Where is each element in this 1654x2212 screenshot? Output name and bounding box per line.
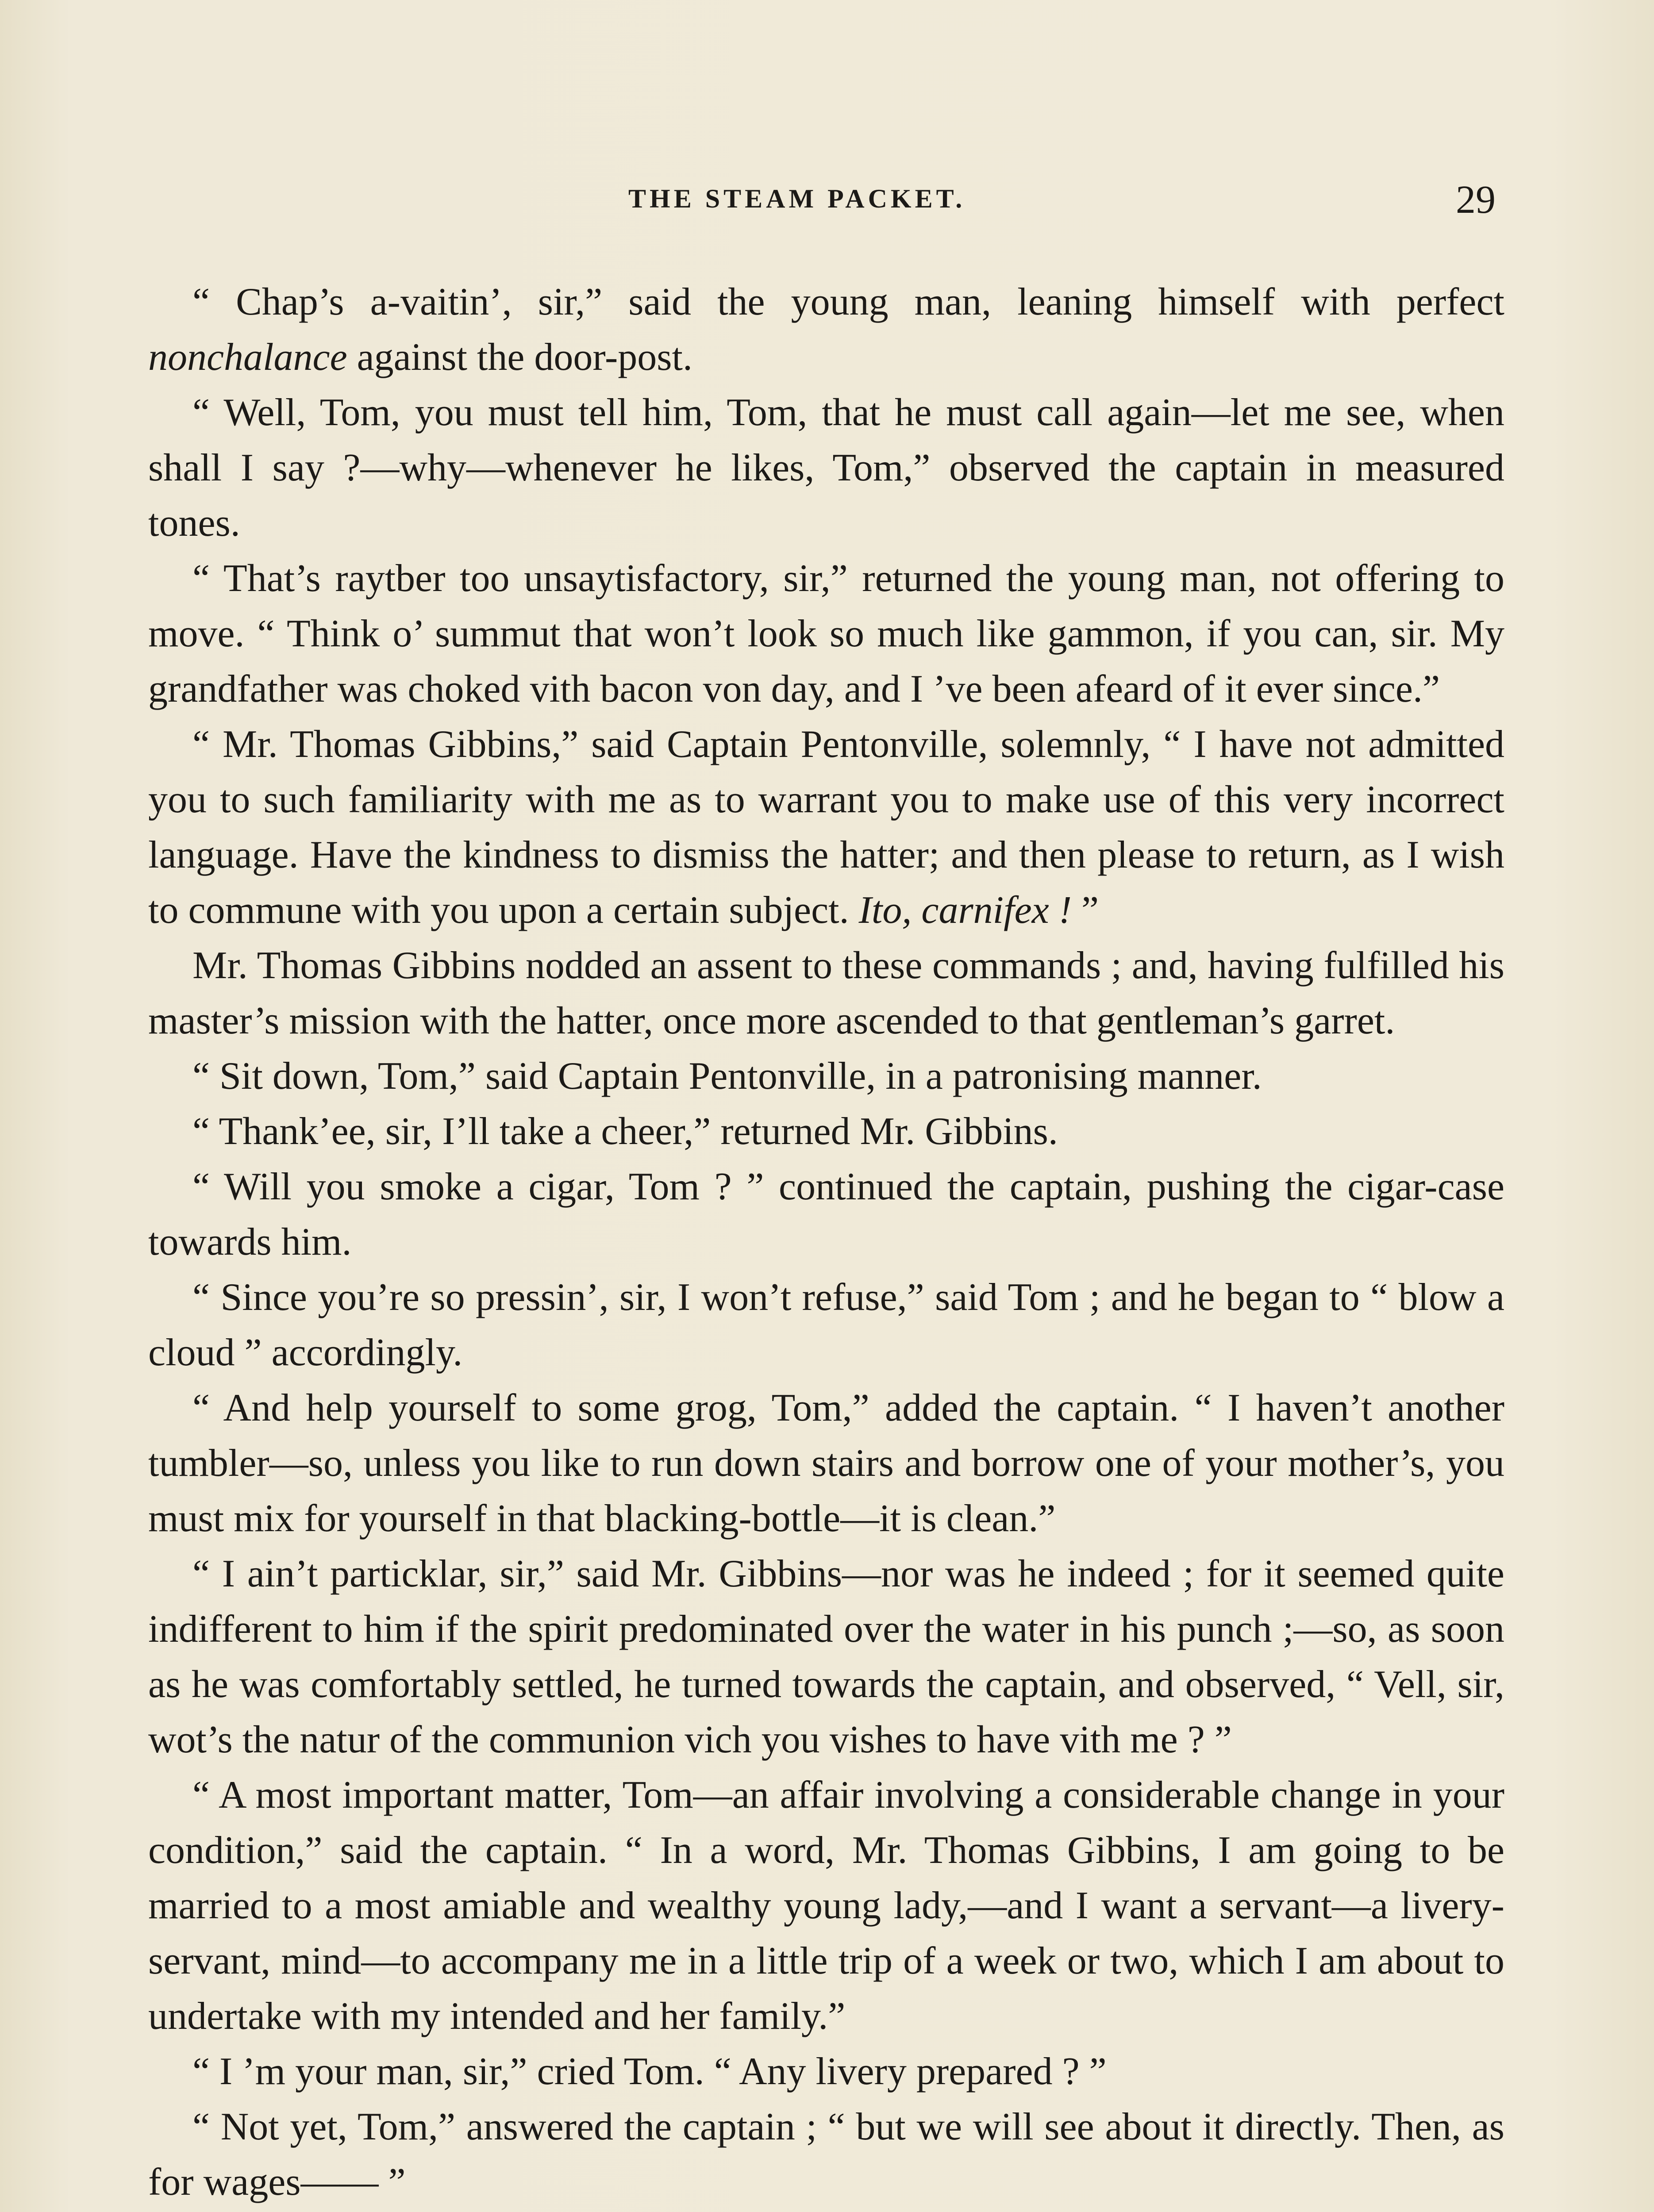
page-number: 29	[1456, 178, 1496, 222]
paragraph: “ I ’m your man, sir,” cried Tom. “ Any livery prepared ? ”	[192, 2050, 1107, 2093]
paragraph: “ Will you smoke a cigar, Tom ? ” continued the captain, pushing the cigar-case towards him.	[148, 1165, 1504, 1263]
body-text	[148, 274, 1504, 2210]
paragraph: “ Thank’ee, sir, I’ll take a cheer,” returned Mr. Gibbins.	[192, 1110, 1058, 1153]
italic-text: nonchalance	[148, 336, 347, 379]
paragraph: “ Well, Tom, you must tell him, Tom, that he must call again—let me see, when shall I say ?—why—whenever he likes, Tom,” observed the captain in measured tones.	[148, 391, 1504, 545]
paragraph: “ Not yet, Tom,” answered the captain ; “ but we will see about it directly. Then, as for wages—— ”	[148, 2105, 1504, 2204]
paragraph: “ A most important matter, Tom—an affair involving a considerable change in your condition,” said the captain. “ In a word, Mr. Thomas Gibbins, I am going to be married to a most amiable and wealthy young lady,—and I want a servant—a livery-servant, mind—to accompany me in a little trip of a week or two, which I am about to undertake with my intended and her family.”	[148, 1774, 1504, 2038]
paragraph: “ I ain’t particklar, sir,” said Mr. Gibbins—nor was he indeed ; for it seemed quite indifferent to him if the spirit predominated over the water in his punch ;—so, as soon as he was comfortably settled, he turned towards the captain, and observed, “ Vell, sir, wot’s the natur of the communion vich you vishes to have vith me ? ”	[148, 1552, 1504, 1761]
paragraph: “ And help yourself to some grog, Tom,” added the captain. “ I haven’t another tumbler—so, unless you like to run down stairs and borrow one of your mother’s, you must mix for yourself in that blacking-bottle—it is clean.”	[148, 1386, 1504, 1540]
running-title: THE STEAM PACKET.	[628, 184, 966, 213]
paragraph: “ Mr. Thomas Gibbins,” said Captain Pentonville, solemnly, “ I have not admitted you to such familiarity with me as to warrant you to make use of this very incorrect language. Have the kindness to dismiss the hatter; and then please to return, as I wish to commune with you upon a certain subject. Ito, carnifex ! ”	[148, 723, 1504, 932]
paragraph: “ Since you’re so pressin’, sir, I won’t refuse,” said Tom ; and he began to “ blow a cloud ” accordingly.	[148, 1276, 1504, 1374]
paragraph: “ Sit down, Tom,” said Captain Pentonville, in a patronising manner.	[192, 1055, 1262, 1098]
paragraph: “ Chap’s a-vaitin’, sir,” said the young man, leaning himself with perfect nonchalance against the door-post.	[148, 280, 1504, 379]
italic-text: Ito, carnifex !	[858, 889, 1072, 932]
paragraph: Mr. Thomas Gibbins nodded an assent to these commands ; and, having fulfilled his master’s mission with the hatter, once more ascended to that gentleman’s garret.	[148, 944, 1504, 1042]
paragraph: “ That’s raytber too unsaytisfactory, sir,” returned the young man, not offering to move. “ Think o’ summut that won’t look so much like gammon, if you can, sir. My grandfather was choked vith bacon von day, and I ’ve been afeard of it ever since.”	[148, 557, 1504, 710]
